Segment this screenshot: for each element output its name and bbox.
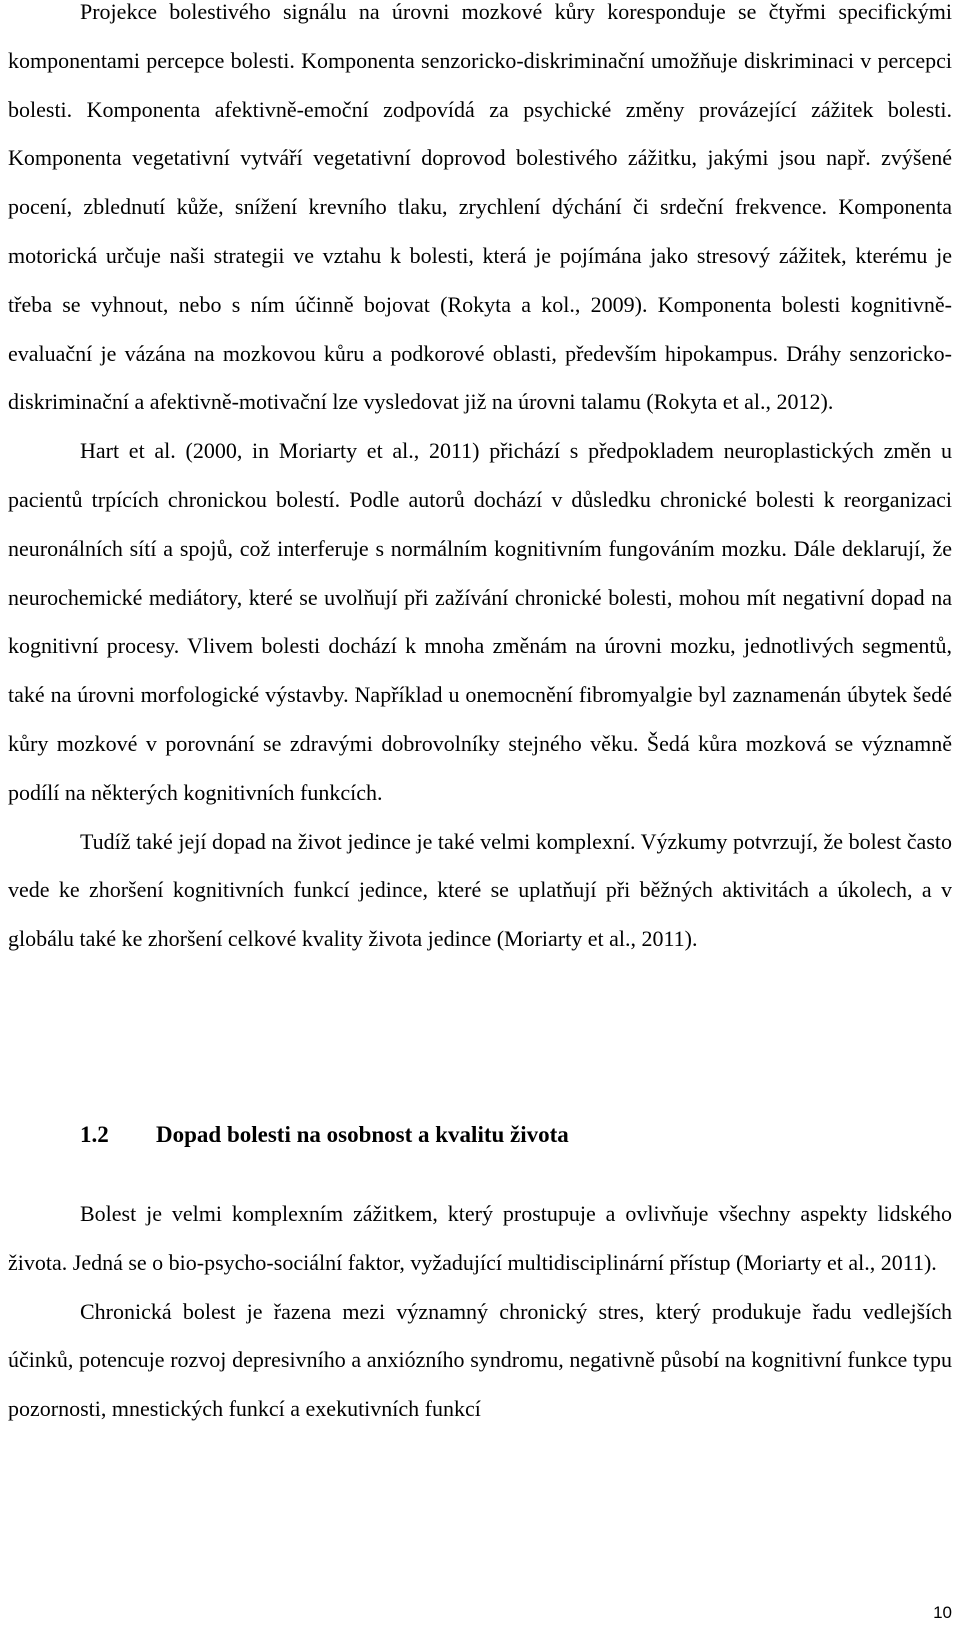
body-text-bottom	[8, 1190, 952, 1434]
body-text-top	[8, 0, 952, 964]
paragraph-neuroplasticity: Hart et al. (2000, in Moriarty et al., 2011) přichází s předpokladem neuroplastických změn u pacientů trpících chronickou bolestí. Podle autorů dochází v důsledku chronické bolesti k reorganizaci neuronálních sítí a spojů, což interferuje s normálním kognitivním fungováním mozku. Dále deklarují, že neurochemické mediátory, které se uvolňují při zažívání chronické bolesti, mohou mít negativní dopad na kognitivní procesy. Vlivem bolesti dochází k mnoha změnám na úrovni mozku, jednotlivých segmentů, také na úrovni morfologické výstavby. Například u onemocnění fibromyalgie byl zaznamenán úbytek šedé kůry mozkové v porovnání se zdravými dobrovolníky stejného věku. Šedá kůra mozková se významně podílí na některých kognitivních funkcích.	[8, 438, 952, 805]
section-number: 1.2	[80, 1122, 109, 1147]
paragraph-chronic-stress: Chronická bolest je řazena mezi významný chronický stres, který produkuje řadu vedlejších účinků, potencuje rozvoj depresivního a anxiózního syndromu, negativně působí na kognitivní funkce typu pozornosti, mnestických funkcí a exekutivních funkcí	[8, 1298, 952, 1422]
paragraph-life-impact: Tudíž také její dopad na život jedince je také velmi komplexní. Výzkumy potvrzují, že bolest často vede ke zhoršení kognitivních funkcí jedince, které se uplatňují při běžných aktivitách a úkolech, a v globálu také ke zhoršení celkové kvality života jedince (Moriarty et al., 2011).	[8, 828, 952, 952]
page-number: 10	[933, 1603, 952, 1622]
section-heading	[80, 1122, 569, 1148]
paragraph-cortex-components: Projekce bolestivého signálu na úrovni mozkové kůry koresponduje se čtyřmi specifickými komponentami percepce bolesti. Komponenta senzoricko-diskriminační umožňuje diskriminaci v percepci bolesti. Komponenta afektivně-emoční zodpovídá za psychické změny provázející zážitek bolesti. Komponenta vegetativní vytváří vegetativní doprovod bolestivého zážitku, jakými jsou např. zvýšené pocení, zblednutí kůže, snížení krevního tlaku, zrychlení dýchání či srdeční frekvence. Komponenta motorická určuje naši strategii ve vztahu k bolesti, která je pojímána jako stresový zážitek, kterému je třeba se vyhnout, nebo s ním účinně bojovat (Rokyta a kol., 2009). Komponenta bolesti kognitivně-evaluační je vázána na mozkovou kůru a podkorové oblasti, především hipokampus. Dráhy senzoricko-diskriminační a afektivně-motivační lze vysledovat již na úrovni talamu (Rokyta et al., 2012).	[8, 0, 952, 415]
section-title: Dopad bolesti na osobnost a kvalitu života	[156, 1122, 569, 1147]
paragraph-complex-experience: Bolest je velmi komplexním zážitkem, který prostupuje a ovlivňuje všechny aspekty lidského života. Jedná se o bio-psycho-sociální faktor, vyžadující multidisciplinární přístup (Moriarty et al., 2011).	[8, 1201, 952, 1275]
